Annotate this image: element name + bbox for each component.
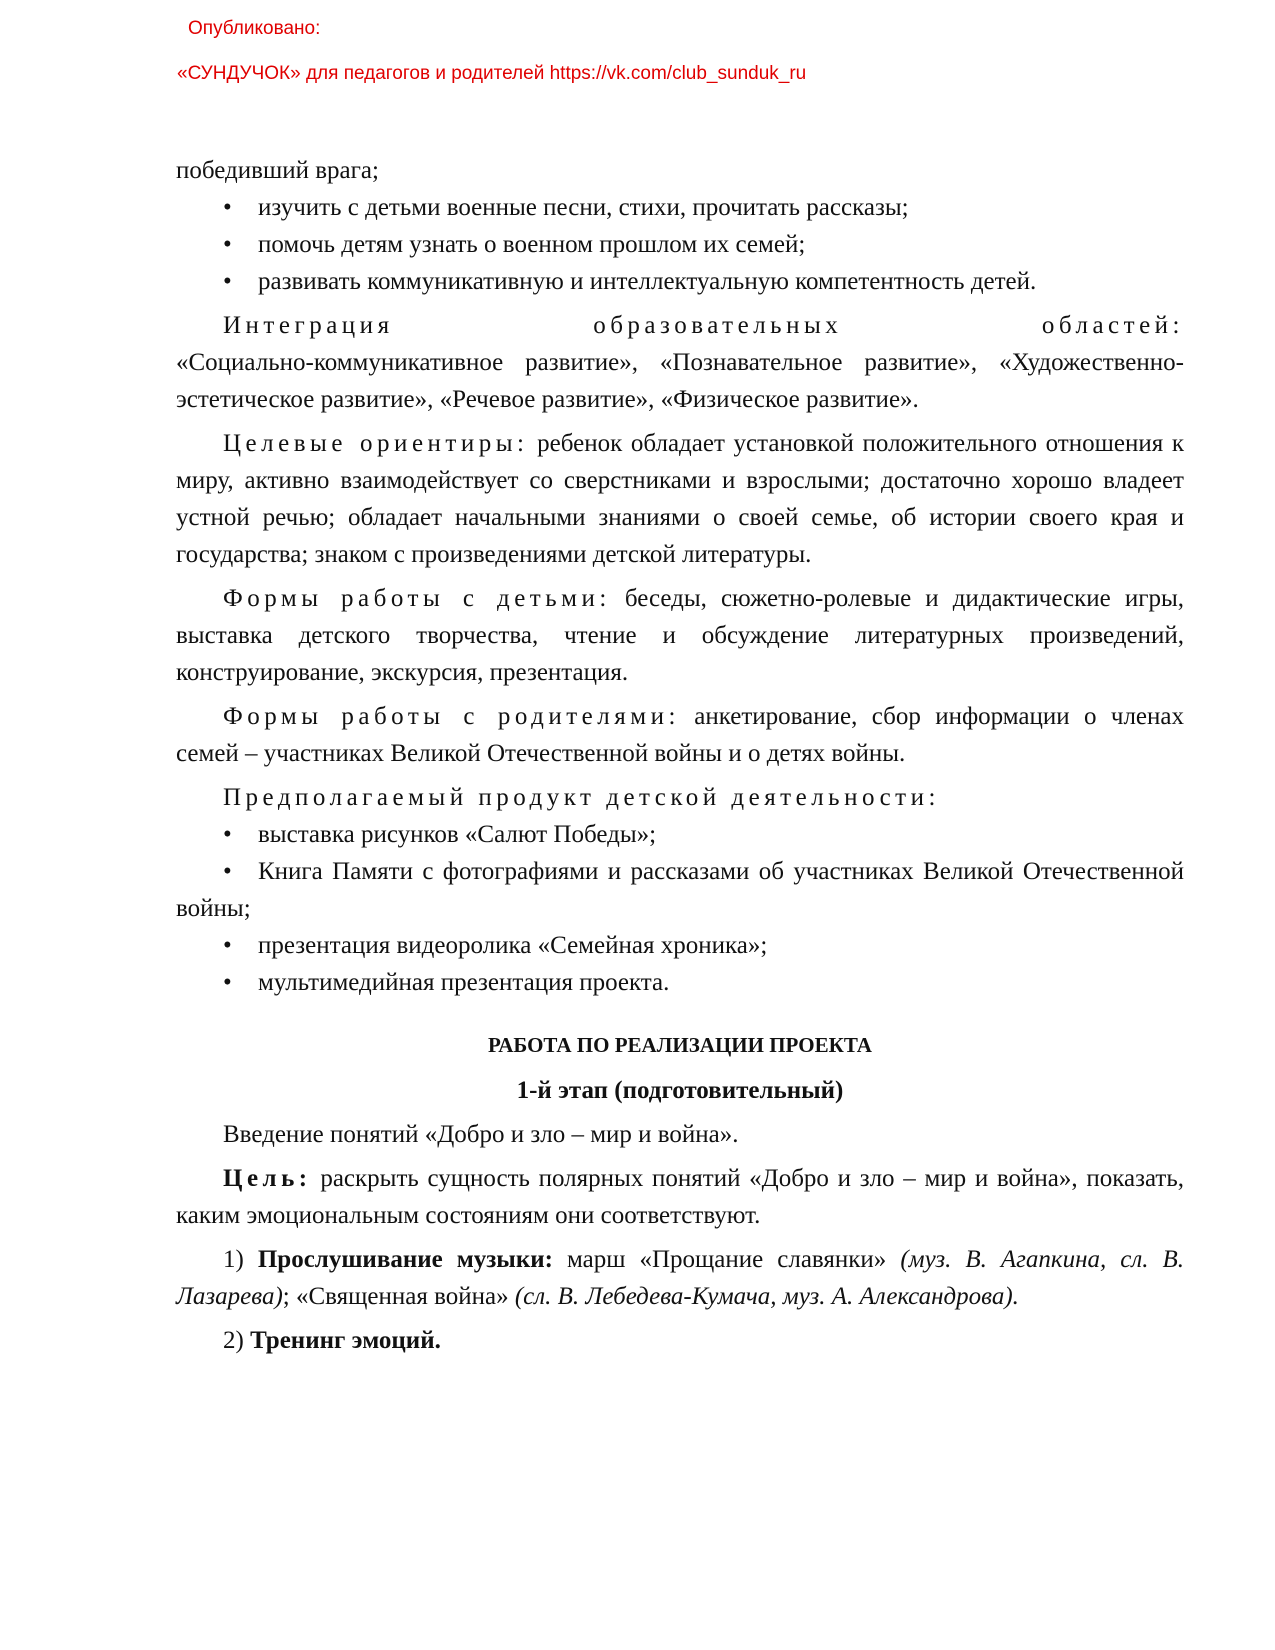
targets-label: Целевые ориентиры: [223, 430, 529, 457]
parents-forms-paragraph [176, 698, 1184, 772]
music-item: 1) Прослушивание музыки: марш «Прощание славянки» (муз. В. Агапкина, сл. В. Лазарева); «Священная война» (сл. В. Лебедева-Кумача, муз. А. Александрова). [176, 1246, 1185, 1310]
bullet-icon: • [223, 969, 232, 996]
bullet-icon: • [223, 194, 232, 221]
document-body [176, 152, 1184, 1359]
parents-forms-text: анкетирование, сбор информации о членах семей – участниках Великой Отечественной войны и о детях войны. [176, 703, 1185, 767]
parents-forms-label: Формы работы с родителями: [223, 703, 680, 730]
stage-title: 1-й этап (подготовительный) [516, 1077, 844, 1104]
list-item: • помочь детям узнать о военном прошлом их семей; [176, 226, 1184, 263]
goal-label: Цель: [223, 1165, 312, 1192]
list-item: • выставка рисунков «Салют Победы»; [176, 816, 1184, 853]
emotion-training-title: Тренинг эмоций. [250, 1327, 441, 1354]
product-label: Предполагаемый продукт детской деятельности: [223, 784, 940, 811]
paragraph-continued: победивший врага; [176, 157, 379, 184]
published-label: Опубликовано: [188, 18, 321, 39]
section-title: РАБОТА ПО РЕАЛИЗАЦИИ ПРОЕКТА [488, 1033, 872, 1057]
list-item: • развивать коммуникативную и интеллектуальную компетентность детей. [176, 263, 1184, 300]
goal-text: раскрыть сущность полярных понятий «Добро и зло – мир и война», показать, каким эмоциональным состояниям они соответствуют. [176, 1165, 1184, 1229]
children-forms-label: Формы работы с детьми: [223, 585, 611, 612]
emotion-training-item: 2) Тренинг эмоций. [223, 1327, 441, 1354]
list-item: • презентация видеоролика «Семейная хроника»; [176, 927, 1184, 964]
children-forms-paragraph [176, 580, 1184, 691]
bullet-icon: • [223, 821, 232, 848]
source-link[interactable]: «СУНДУЧОК» для педагогов и родителей https://vk.com/club_sunduk_ru [177, 63, 807, 84]
targets-text: ребенок обладает установкой положительного отношения к миру, активно взаимодействует со сверстниками и взрослыми; достаточно хорошо владеет устной речью; обладает начальными знаниями о своей семье, об истории своего края и государства; знаком с произведениями детской литературы. [176, 430, 1185, 568]
music-item-title: Прослушивание музыки: [257, 1246, 553, 1273]
integration-label: Интеграция образовательных областей: [223, 312, 1184, 339]
bullet-icon: • [223, 932, 232, 959]
bullet-icon: • [223, 268, 232, 295]
goal-paragraph [176, 1160, 1184, 1234]
intro-paragraph: Введение понятий «Добро и зло – мир и война». [223, 1121, 739, 1148]
bullet-icon: • [223, 858, 232, 885]
list-item: • изучить с детьми военные песни, стихи, прочитать рассказы; [176, 189, 1184, 226]
bullet-icon: • [223, 231, 232, 258]
integration-text: «Социально-коммуникативное развитие», «Познавательное развитие», «Художественно-эстетическое развитие», «Речевое развитие», «Физическое развитие». [176, 349, 1184, 413]
list-item: • мультимедийная презентация проекта. [176, 964, 1184, 1001]
product-label-paragraph [176, 779, 1184, 816]
integration-paragraph [176, 307, 1184, 418]
targets-paragraph [176, 425, 1184, 573]
children-forms-text: беседы, сюжетно-ролевые и дидактические игры, выставка детского творчества, чтение и обсуждение литературных произведений, конструирование, экскурсия, презентация. [176, 585, 1184, 686]
list-item: • Книга Памяти с фотографиями и рассказами об участниках Великой Отечественной войны; [176, 853, 1184, 927]
